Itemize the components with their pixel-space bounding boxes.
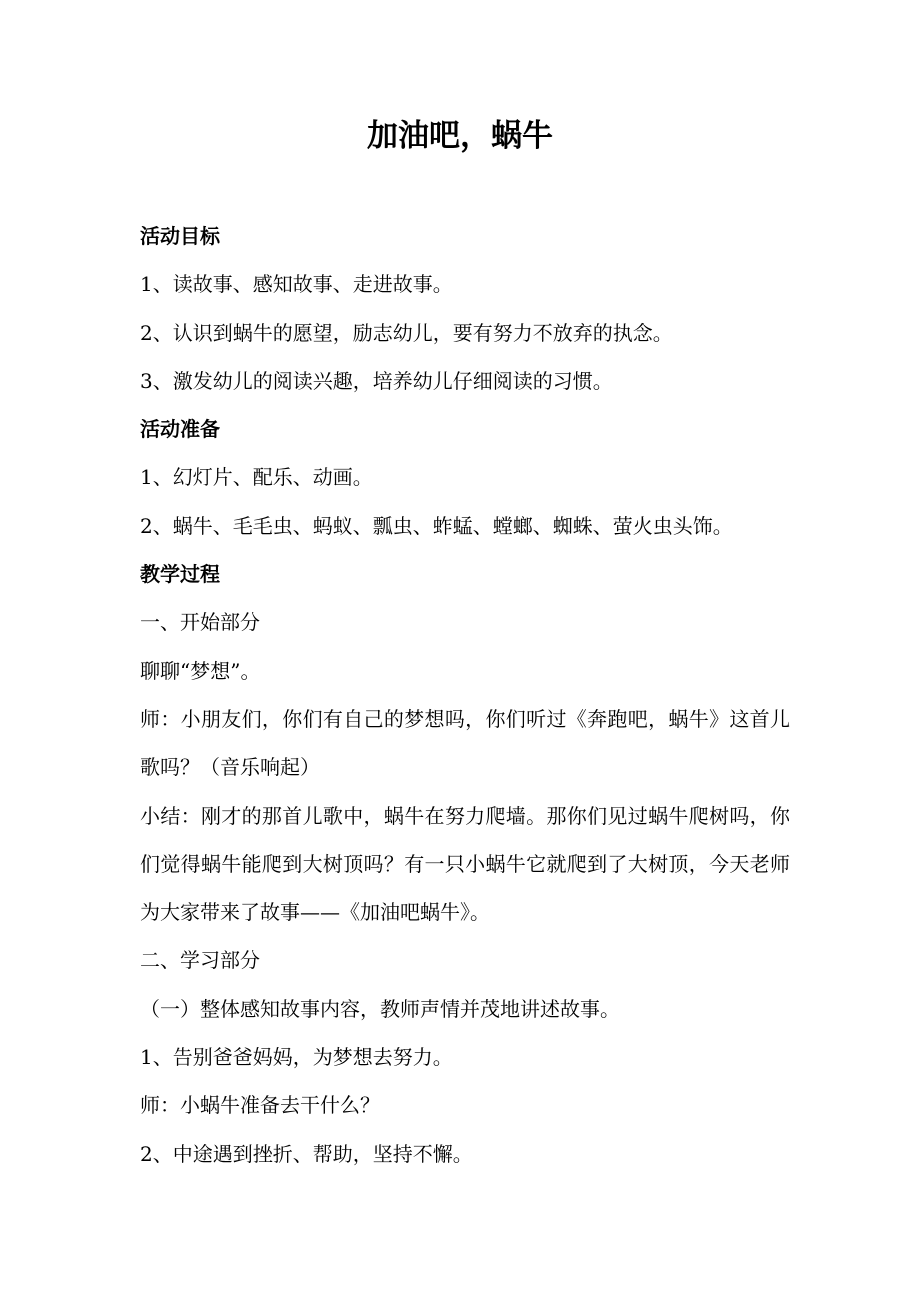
- section-heading-goals: 活动目标: [140, 224, 220, 248]
- document-title: 加油吧，蜗牛: [367, 118, 553, 154]
- sub-section-1: （一）整体感知故事内容，教师声情并茂地讲述故事。: [140, 996, 620, 1021]
- goal-item-3: 3、激发幼儿的阅读兴趣，培养幼儿仔细阅读的习惯。: [140, 368, 613, 393]
- section-heading-preparation: 活动准备: [140, 417, 220, 442]
- teacher-question-2: 师：小蜗牛准备去干什么？: [140, 1093, 380, 1118]
- section-heading-process: 教学过程: [140, 562, 220, 587]
- teacher-question-1: 师：小朋友们，你们有自己的梦想吗，你们听过《奔跑吧，蜗牛》这首儿歌吗？（音乐响起）: [140, 706, 790, 780]
- goal-item-2: 2、认识到蜗牛的愿望，励志幼儿，要有努力不放弃的执念。: [140, 320, 673, 345]
- chat-topic: 聊聊“梦想”。: [140, 658, 261, 683]
- step-2: 2、中途遇到挫折、帮助，坚持不懈。: [140, 1141, 473, 1166]
- summary-paragraph: 小结：刚才的那首儿歌中，蜗牛在努力爬墙。那你们见过蜗牛爬树吗，你们觉得蜗牛能爬到大树顶吗？有一只小蜗牛它就爬到了大树顶，今天老师为大家带来了故事——《加油吧蜗牛》。: [140, 803, 790, 925]
- part1-title: 一、开始部分: [140, 610, 260, 635]
- preparation-item-2: 2、蜗牛、毛毛虫、蚂蚁、瓢虫、蚱蜢、螳螂、蜘蛛、萤火虫头饰。: [140, 513, 733, 538]
- step-1: 1、告别爸爸妈妈，为梦想去努力。: [140, 1045, 453, 1070]
- part2-title: 二、学习部分: [140, 948, 260, 973]
- preparation-item-1: 1、幻灯片、配乐、动画。: [140, 465, 373, 490]
- document-body: [140, 212, 790, 1178]
- goal-item-1: 1、读故事、感知故事、走进故事。: [140, 272, 453, 297]
